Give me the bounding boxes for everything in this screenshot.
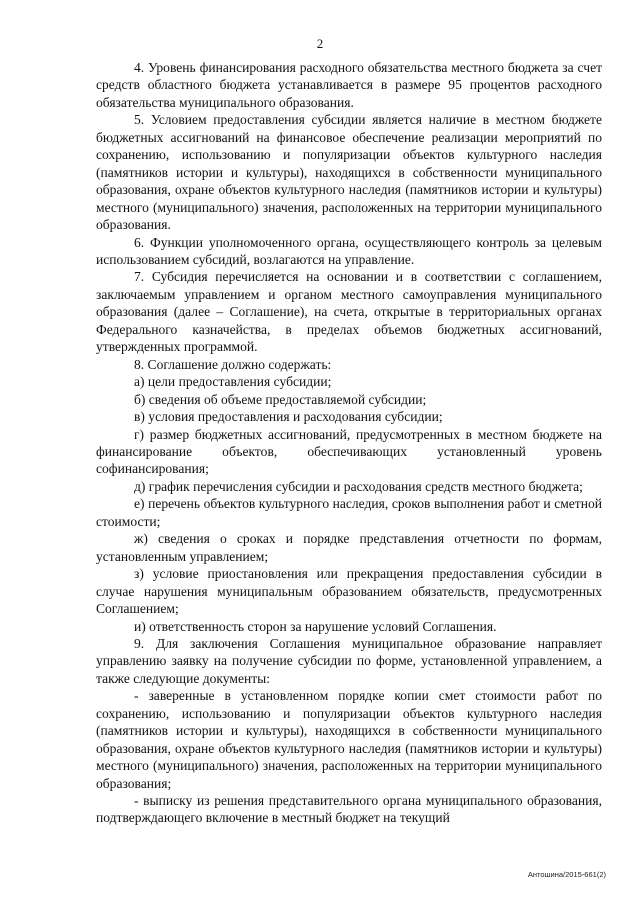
list-item-zh: ж) сведения о сроках и порядке представления отчетности по формам, установленным управлением; (96, 531, 602, 564)
document-item-estimates: - заверенные в установленном порядке копии смет стоимости работ по сохранению, использованию и популяризации объектов культурного наследия (памятников истории и культуры), находящихся в собственности муниципального образования, охране объектов культурного наследия (памятников истории и культуры) местного (муниципального) значения, расположенных на территории муниципального образования; (96, 688, 602, 791)
paragraph-7: 7. Субсидия перечисляется на основании и в соответствии с соглашением, заключаемым управлением и органом местного самоуправления муниципального образования (далее – Соглашение), на счета, открытые в территориальных органах Федерального казначейства, в пределах объемов бюджетных ассигнований, утвержденных программой. (96, 269, 602, 355)
paragraph-6: 6. Функции уполномоченного органа, осуществляющего контроль за целевым использованием субсидий, возлагаются на управление. (96, 234, 602, 267)
list-item-v: в) условия предоставления и расходования субсидии; (134, 409, 443, 425)
list-item-a: а) цели предоставления субсидии; (134, 374, 332, 390)
list-item-e: е) перечень объектов культурного наследия, сроков выполнения работ и сметной стоимости; (96, 496, 602, 529)
paragraph-5: 5. Условием предоставления субсидии является наличие в местном бюджете бюджетных ассигнований на финансовое обеспечение реализации мероприятий по сохранению, использованию и популяризации объектов культурного наследия (памятников истории и культуры), находящихся в собственности муниципального образования, охране объектов культурного наследия (памятников истории и культуры) местного (муниципального) значения, расположенных на территории муниципального образования. (96, 112, 602, 233)
list-item-g: г) размер бюджетных ассигнований, предусмотренных в местном бюджете на финансирование объектов, обеспечивающих установленный уровень софинансирования; (96, 426, 602, 477)
page-number: 2 (316, 36, 324, 51)
paragraph-4: 4. Уровень финансирования расходного обязательства местного бюджета за счет средств областного бюджета устанавливается в размере 95 процентов расходного обязательства муниципального образования. (96, 60, 602, 110)
list-item-i: и) ответственность сторон за нарушение условий Соглашения. (134, 618, 497, 634)
document-code: Антошина/2015-661(2) (527, 870, 606, 879)
list-item-d: д) график перечисления субсидии и расходования средств местного бюджета; (134, 478, 583, 494)
list-item-z: з) условие приостановления или прекращения предоставления субсидии в случае нарушения муниципальным образованием обязательств, предусмотренных Соглашением; (96, 566, 602, 617)
paragraph-9: 9. Для заключения Соглашения муниципальное образование направляет управлению заявку на получение субсидии по форме, установленной управлением, а также следующие документы: (96, 635, 602, 686)
list-item-b: б) сведения об объеме предоставляемой субсидии; (134, 391, 427, 407)
paragraph-8: 8. Соглашение должно содержать: (134, 356, 332, 372)
document-item-extract: - выписку из решения представительного органа муниципального образования, подтверждающего включение в местный бюджет на текущий (96, 793, 602, 826)
document-body (96, 59, 602, 827)
